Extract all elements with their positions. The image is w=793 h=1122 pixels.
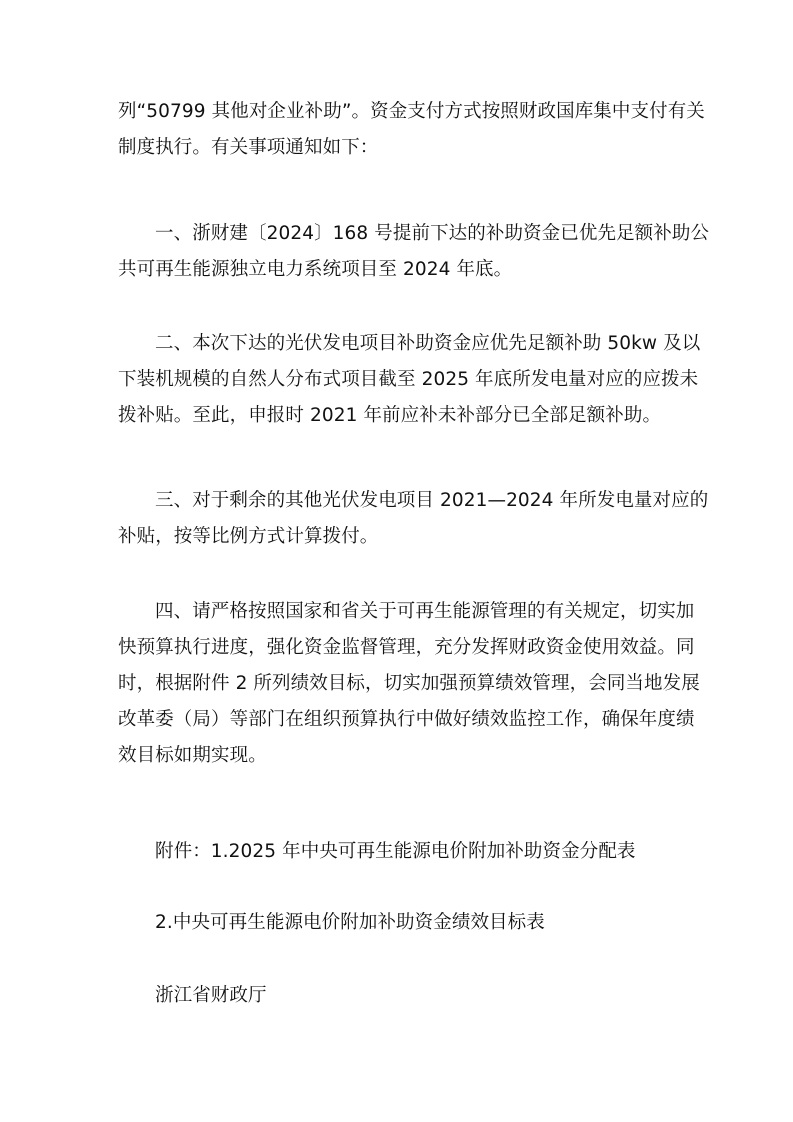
text-line: 效目标如期实现。 [118,745,267,766]
text-line: 时，根据附件 2 所列绩效目标，切实加强预算绩效管理，会同当地发展 [118,673,700,694]
issuer-signature: 浙江省财政厅 [155,985,267,1006]
text-line: 制度执行。有关事项通知如下： [118,137,379,158]
text-line: 拨补贴。至此，申报时 2021 年前应补未补部分已全部足额补助。 [118,405,662,426]
text-line: 一、浙财建〔2024〕168 号提前下达的补助资金已优先足额补助公 [155,223,710,244]
text-line: 四、请严格按照国家和省关于可再生能源管理的有关规定，切实加 [155,601,695,622]
paragraph-item-1 [118,216,710,288]
text-line: 补贴，按等比例方式计算拨付。 [118,526,379,547]
text-line: 快预算执行进度，强化资金监督管理，充分发挥财政资金使用效益。同 [118,637,695,658]
text-line: 列“50799 其他对企业补助”。资金支付方式按照财政国库集中支付有关 [118,101,705,122]
paragraph-item-2 [118,326,701,434]
text-line: 下装机规模的自然人分布式项目截至 2025 年底所发电量对应的应拨未 [118,369,699,390]
attachment-2: 2.中央可再生能源电价附加补助资金绩效目标表 [155,912,545,933]
paragraph-item-4 [118,594,700,774]
text-line: 改革委（局）等部门在组织预算执行中做好绩效监控工作，确保年度绩 [118,709,695,730]
attachment-1: 附件：1.2025 年中央可再生能源电价附加补助资金分配表 [155,841,636,862]
paragraph-intro-continuation [118,94,705,166]
text-line: 共可再生能源独立电力系统项目至 2024 年底。 [118,259,513,280]
text-line: 三、对于剩余的其他光伏发电项目 2021—2024 年所发电量对应的 [155,490,709,511]
text-line: 二、本次下达的光伏发电项目补助资金应优先足额补助 50kw 及以 [155,333,701,354]
paragraph-item-3 [118,483,709,555]
